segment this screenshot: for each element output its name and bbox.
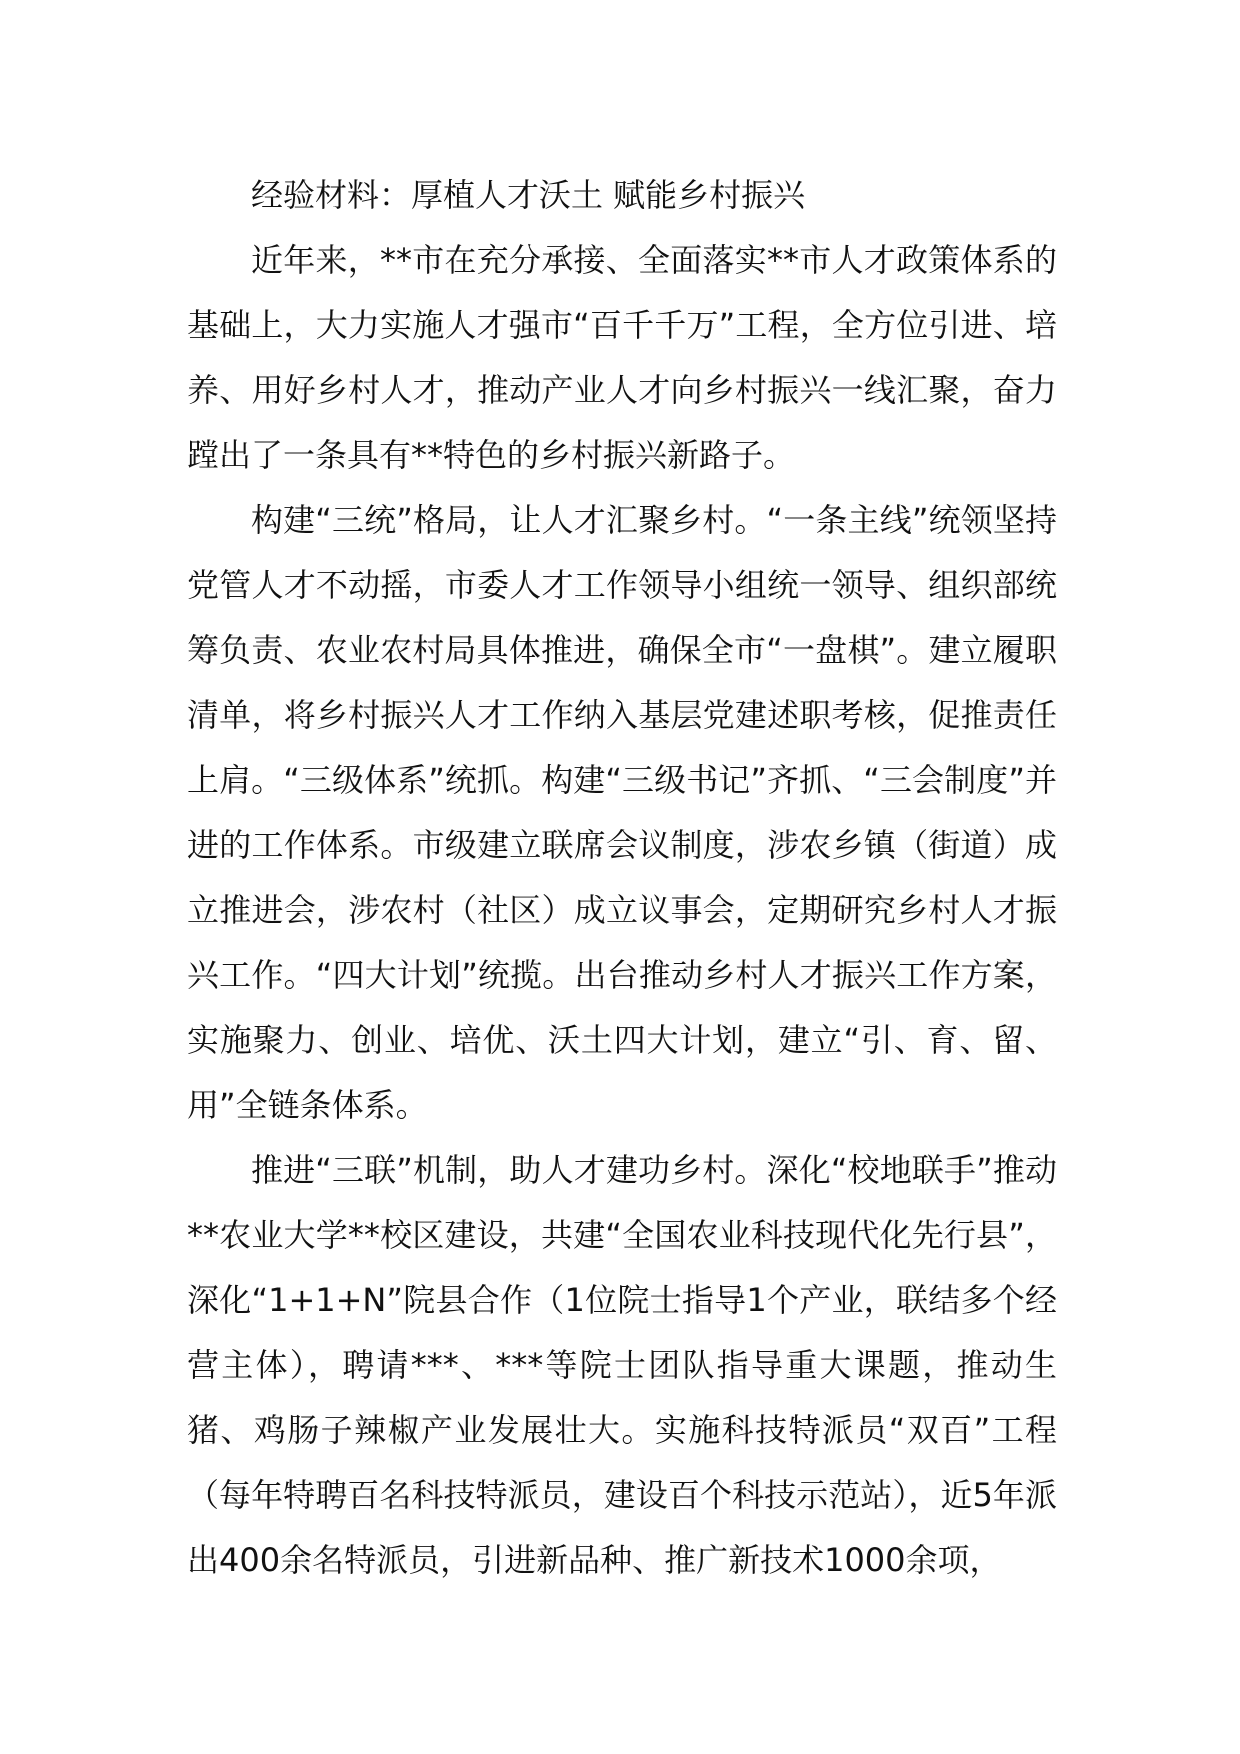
paragraph-san-tong: 构建“三统”格局，让人才汇聚乡村。“一条主线”统领坚持党管人才不动摇，市委人才工作领导小组统一领导、组织部统筹负责、农业农村局具体推进，确保全市“一盘棋”。建立履职清单，将乡村振兴人才工作纳入基层党建述职考核，促推责任上肩。“三级体系”统抓。构建“三级书记”齐抓、“三会制度”并进的工作体系。市级建立联席会议制度，涉农乡镇（街道）成立推进会，涉农村（社区）成立议事会，定期研究乡村人才振兴工作。“四大计划”统揽。出台推动乡村人才振兴工作方案，实施聚力、创业、培优、沃土四大计划，建立“引、育、留、用”全链条体系。 (187, 501, 1057, 1124)
document-title: 经验材料：厚植人才沃土 赋能乡村振兴 (251, 176, 806, 214)
paragraph-san-lian: 推进“三联”机制，助人才建功乡村。深化“校地联手”推动**农业大学**校区建设，共建“全国农业科技现代化先行县”，深化“1+1+N”院县合作（1位院士指导1个产业，联结多个经营主体），聘请***、***等院士团队指导重大课题，推动生猪、鸡肠子辣椒产业发展壮大。实施科技特派员“双百”工程（每年特聘百名科技特派员，建设百个科技示范站），近5年派出400余名特派员，引进新品种、推广新技术1000余项， (187, 1151, 1057, 1579)
paragraph-intro: 近年来，**市在充分承接、全面落实**市人才政策体系的基础上，大力实施人才强市“百千千万”工程，全方位引进、培养、用好乡村人才，推动产业人才向乡村振兴一线汇聚，奋力蹚出了一条具有**特色的乡村振兴新路子。 (187, 241, 1057, 474)
document-body (187, 163, 1057, 1593)
